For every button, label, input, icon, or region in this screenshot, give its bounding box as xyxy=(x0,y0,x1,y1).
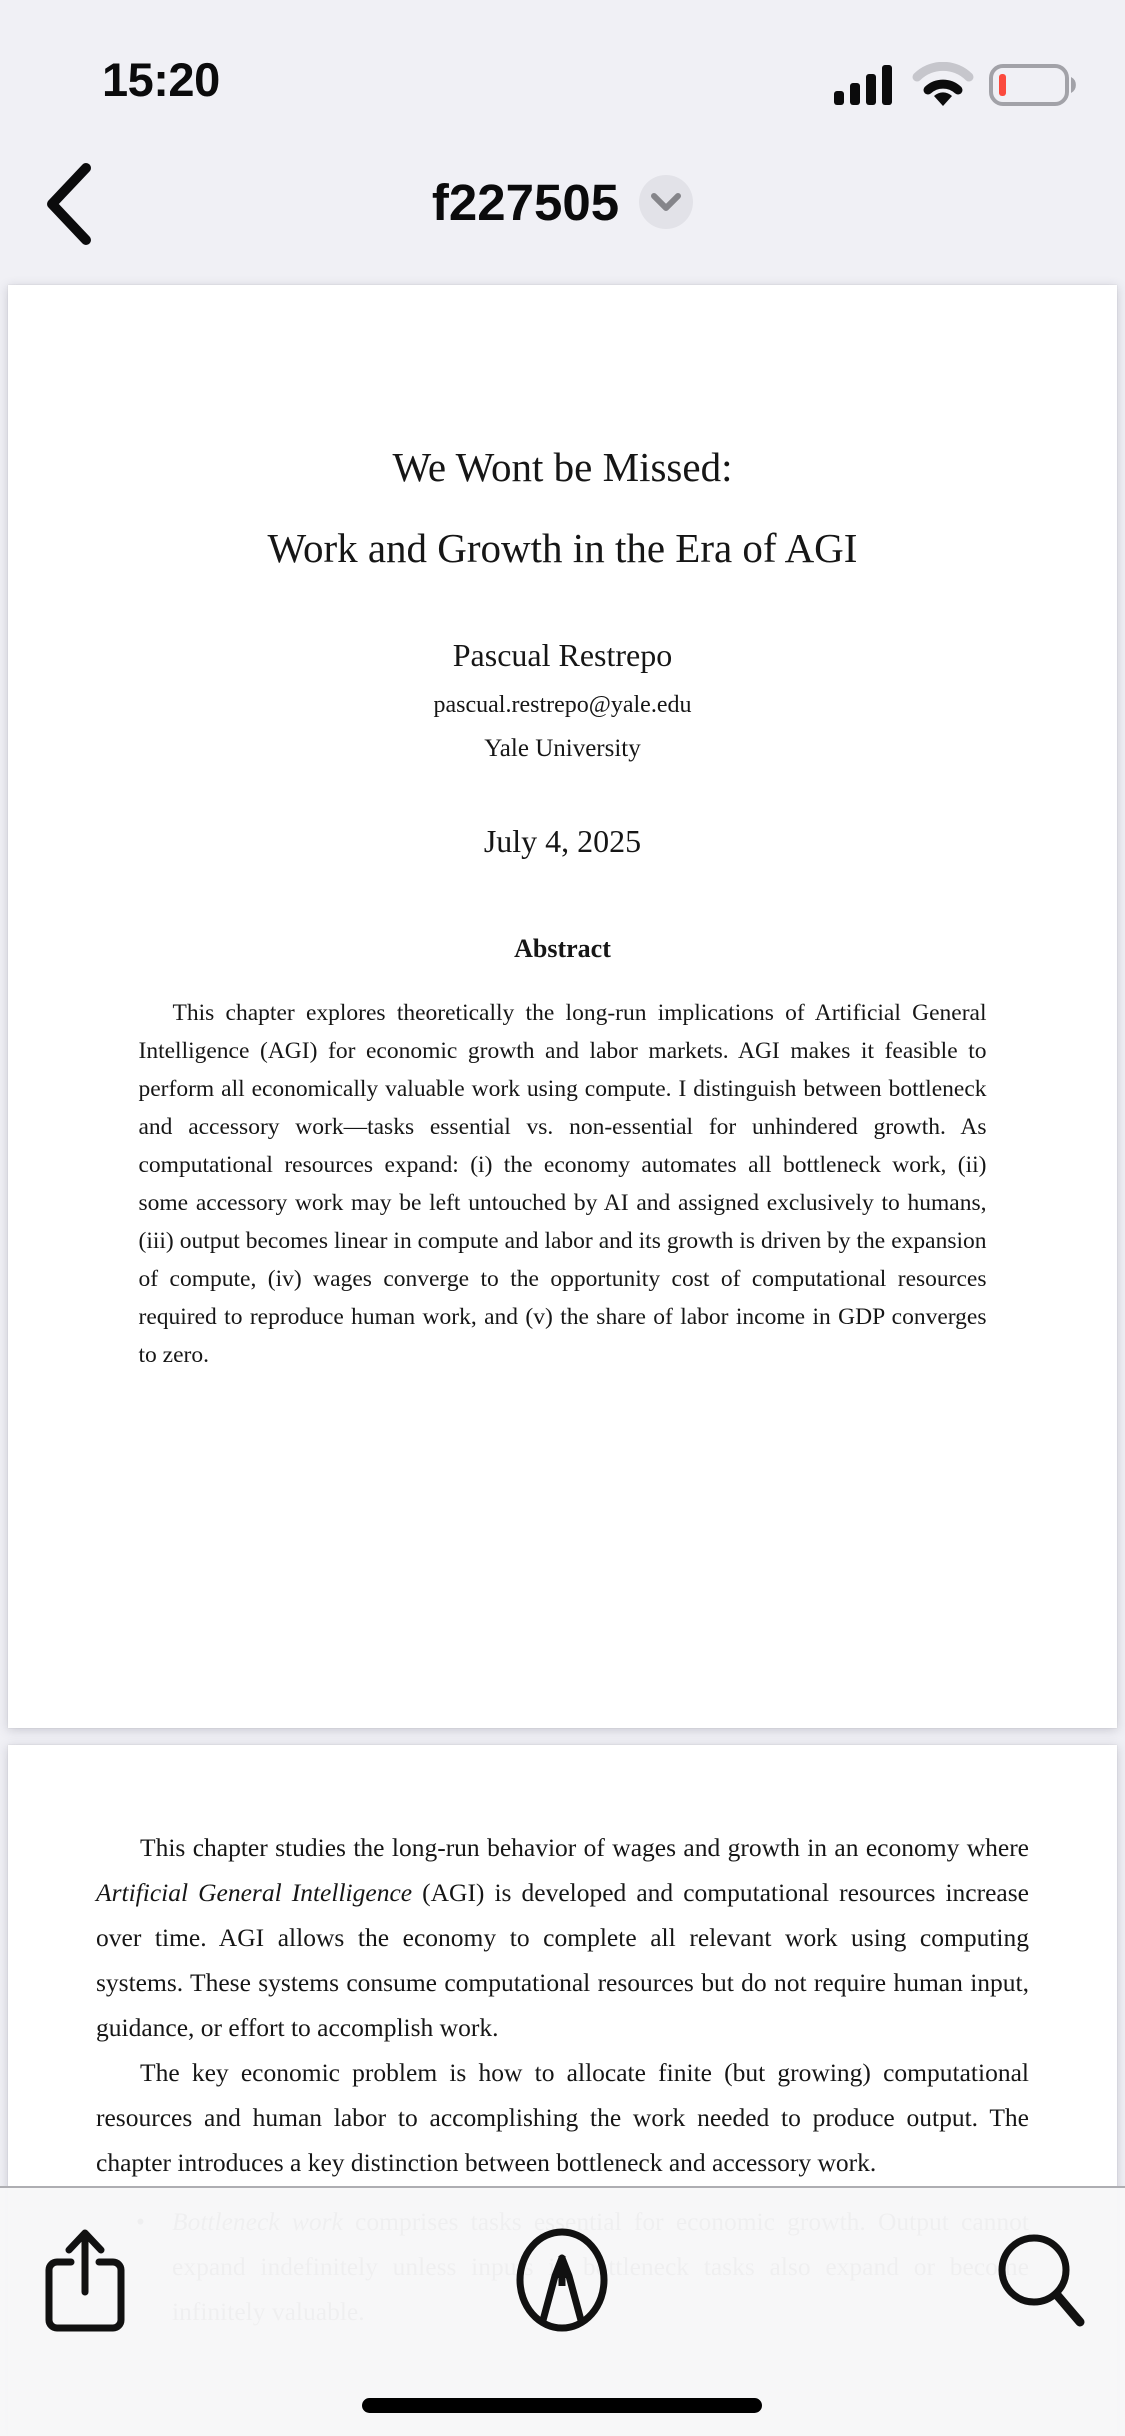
paper-affiliation: Yale University xyxy=(484,735,641,763)
paper-date: July 4, 2025 xyxy=(483,823,642,860)
abstract-heading: Abstract xyxy=(514,934,611,964)
search-icon xyxy=(994,2232,1086,2331)
markup-pen-icon xyxy=(514,2228,610,2335)
body-paragraph-2: The key economic problem is how to allocate finite (but growing) computational resources and human labor to accomplishing the work needed to produce output. The chapter introduces a key distinction between bottleneck and accessory work. xyxy=(96,2058,1029,2177)
search-button[interactable] xyxy=(985,2226,1095,2336)
battery-low-icon xyxy=(989,63,1077,112)
abstract-text: This chapter explores theoretically the long-run implications of Artificial General Intelligence (AGI) for economic growth and labor markets. AGI makes it feasible to perform all economically valuable work using compute. I distinguish between bottleneck and accessory work—tasks essential vs. non-essential for unhindered growth. As computational resources expand: (i) the economy automates all bottleneck work, (ii) some accessory work may be left untouched by AI and assigned exclusively to humans, (iii) output becomes linear in compute and labor and its growth is driven by the expansion of compute, (iv) wages converge to the opportunity cost of computational resources required to reproduce human work, and (v) the share of labor income in GDP converges to zero. xyxy=(138,1000,987,1369)
document-title: f227505 xyxy=(431,173,620,231)
paper-title-line1: We Wont be Missed: xyxy=(392,444,733,490)
home-indicator[interactable] xyxy=(362,2398,762,2413)
paper-author-email: pascual.restrepo@yale.edu xyxy=(433,692,692,719)
markup-button[interactable] xyxy=(507,2226,617,2336)
nav-bar xyxy=(0,130,1125,280)
body-paragraph-1: This chapter studies the long-run behavior of wages and growth in an economy where Artificial General Intelligence (AGI) is developed and computational resources increase over time. AGI allows the economy to complete all relevant work using computing systems. These systems consume computational resources but do not require human input, guidance, or effort to accomplish work. xyxy=(96,1833,1029,2042)
status-time: 15:20 xyxy=(102,53,220,106)
status-icons xyxy=(834,62,1077,113)
wifi-icon xyxy=(911,62,975,113)
document-title-menu[interactable] xyxy=(0,162,1125,242)
status-bar xyxy=(0,0,1125,130)
paper-author: Pascual Restrepo xyxy=(452,637,673,674)
share-button[interactable] xyxy=(30,2226,140,2336)
paper-title-line2: Work and Growth in the Era of AGI xyxy=(267,525,858,572)
pdf-page-1[interactable] xyxy=(8,285,1117,1728)
share-icon xyxy=(45,2228,125,2335)
cellular-signal-icon xyxy=(834,63,897,112)
chevron-down-icon xyxy=(639,175,693,229)
